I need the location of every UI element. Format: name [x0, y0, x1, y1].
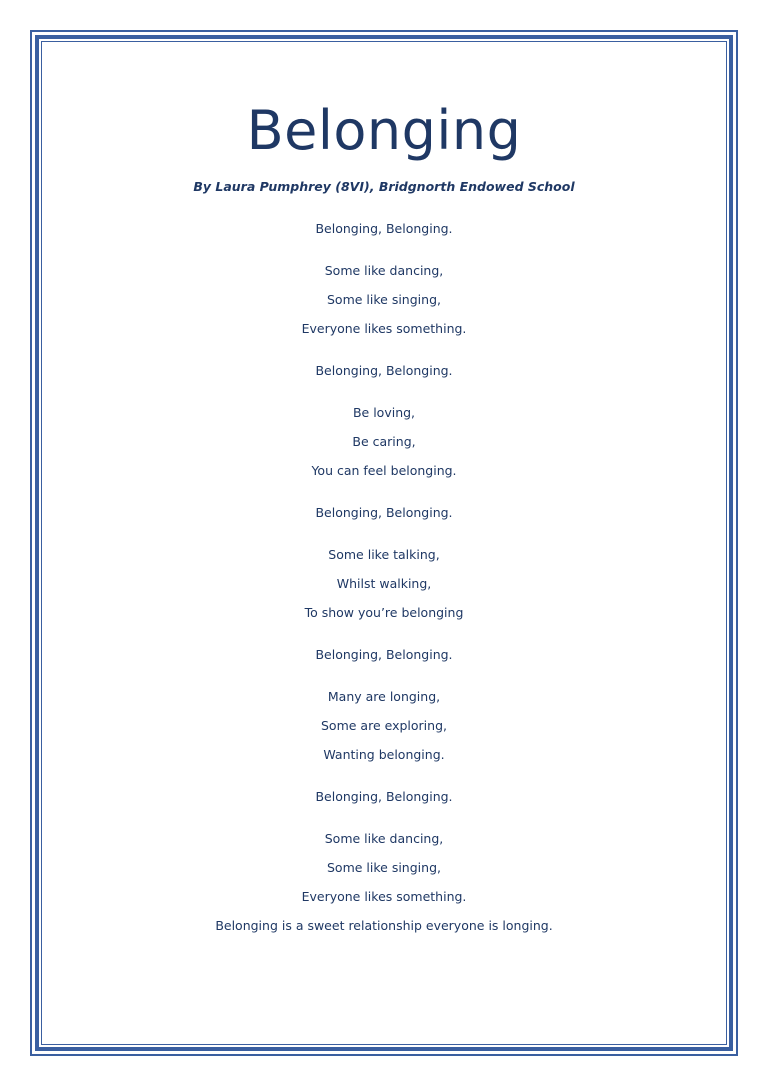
poem-line: You can feel belonging. — [311, 463, 457, 478]
poem-line: Belonging, Belonging. — [315, 363, 453, 378]
poem-title: Belonging — [246, 99, 522, 162]
poem-line: Many are longing, — [327, 689, 441, 704]
poem-line: Belonging is a sweet relationship everyone is longing. — [215, 918, 553, 933]
poem-line: Some are exploring, — [321, 718, 447, 733]
poem-line: Belonging, Belonging. — [315, 221, 453, 236]
poem-line: Belonging, Belonging. — [315, 505, 453, 520]
poem-line: Belonging, Belonging. — [315, 789, 453, 804]
poem-line: Everyone likes something. — [301, 889, 467, 904]
poem-line: Some like dancing, — [324, 263, 444, 278]
poem-line: Be caring, — [352, 434, 416, 449]
poem-line: Whilst walking, — [336, 576, 432, 591]
poem-line: Wanting belonging. — [323, 747, 445, 762]
poem-line: Some like singing, — [327, 860, 441, 875]
poem-line: Some like singing, — [327, 292, 441, 307]
poem-line: Some like talking, — [328, 547, 440, 562]
poem-line: Some like dancing, — [324, 831, 444, 846]
poem-byline: By Laura Pumphrey (8VI), Bridgnorth Endowed School — [193, 179, 575, 194]
poem-line: Everyone likes something. — [301, 321, 467, 336]
poem-line: Belonging, Belonging. — [315, 647, 453, 662]
poem-line: Be loving, — [352, 405, 416, 420]
poem-line: To show you’re belonging — [304, 605, 464, 620]
